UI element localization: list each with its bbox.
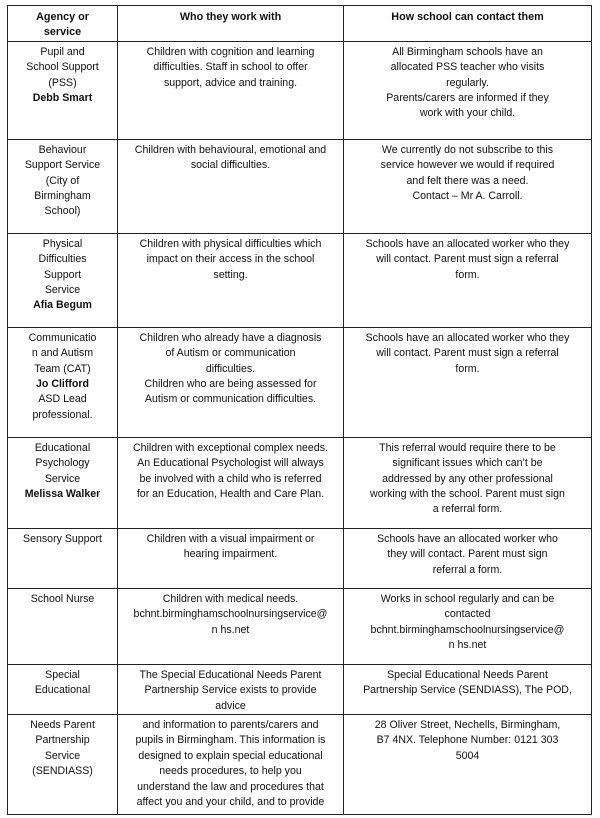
header-agency (8, 6, 118, 42)
agency-cell: Behaviour Support Service (City of Birmingham School) (8, 139, 118, 233)
who-cell: Children with exceptional complex needs. An Educational Psychologist will always be involved with a child who is referred for an Education, Health and Care Plan. (118, 437, 344, 528)
who-cell: Children with medical needs. bchnt.birminghamschoolnursingservice@ n hs.net (118, 588, 344, 664)
agency-contact: Jo Clifford (36, 378, 89, 391)
how-cell: We currently do not subscribe to this service however we would if required and felt there was a need. Contact – Mr A. Carroll. (344, 139, 592, 233)
agency-cell: Physical Difficulties Support Service Afia Begum (8, 233, 118, 327)
who-cell: Children with a visual impairment or hearing impairment. (118, 528, 344, 588)
header-row (8, 6, 592, 42)
table-row (8, 588, 592, 664)
who-cell: Children with physical difficulties which impact on their access in the school setting. (118, 233, 344, 327)
header-agency-line: service (43, 26, 82, 39)
header-agency-line: Agency or (36, 11, 89, 23)
header-how: How school can contact them (344, 6, 592, 42)
how-cell: Schools have an allocated worker who they will contact. Parent must sign a referral form. (344, 327, 592, 437)
who-cell: Children with behavioural, emotional and social difficulties. (118, 139, 344, 233)
table-row (8, 327, 592, 437)
table-row (8, 41, 592, 139)
agency-cell: Pupil and School Support (PSS) Debb Smart (8, 41, 118, 139)
agency-cell: Educational Psychology Service Melissa Walker (8, 437, 118, 528)
how-cell: 28 Oliver Street, Nechells, Birmingham, B7 4NX. Telephone Number: 0121 303 5004 (344, 715, 592, 815)
table-row (8, 528, 592, 588)
table-row (8, 139, 592, 233)
table-row (8, 437, 592, 528)
agency-contact: Afia Begum (33, 299, 92, 312)
table-row (8, 664, 592, 714)
table-row (8, 233, 592, 327)
how-cell: All Birmingham schools have an allocated PSS teacher who visits regularly. Parents/carers are informed if they work with your child. (344, 41, 592, 139)
who-cell: The Special Educational Needs Parent Partnership Service exists to provide advice (118, 664, 344, 714)
how-cell: Special Educational Needs Parent Partnership Service (SENDIASS), The POD, (344, 664, 592, 714)
how-cell: This referral would require there to be significant issues which can’t be addressed by any other professional working with the school. Parent must sign a referral form. (344, 437, 592, 528)
agency-table (7, 5, 592, 815)
agency-contact: Melissa Walker (24, 488, 101, 501)
who-cell: and information to parents/carers and pupils in Birmingham. This information is designed to explain special educational needs procedures, to help you understand the law and procedures that affect you and your child, and to provide (118, 715, 344, 815)
agency-cell: Needs Parent Partnership Service (SENDIASS) (8, 715, 118, 815)
how-cell: Schools have an allocated worker who they will contact. Parent must sign a referral form. (344, 233, 592, 327)
agency-cell: Special Educational (8, 664, 118, 714)
who-cell: Children with cognition and learning difficulties. Staff in school to offer support, advice and training. (118, 41, 344, 139)
agency-cell: Communicatio n and Autism Team (CAT) Jo Clifford ASD Lead professional. (8, 327, 118, 437)
table-row (8, 715, 592, 815)
who-cell: Children who already have a diagnosis of Autism or communication difficulties. Children who are being assessed for Autism or communication difficulties. (118, 327, 344, 437)
how-cell: Schools have an allocated worker who they will contact. Parent must sign referral a form. (344, 528, 592, 588)
agency-cell: School Nurse (8, 588, 118, 664)
agency-contact: Debb Smart (32, 92, 93, 105)
how-cell: Works in school regularly and can be contacted bchnt.birminghamschoolnursingservice@ n hs.net (344, 588, 592, 664)
header-who: Who they work with (118, 6, 344, 42)
agency-cell: Sensory Support (8, 528, 118, 588)
